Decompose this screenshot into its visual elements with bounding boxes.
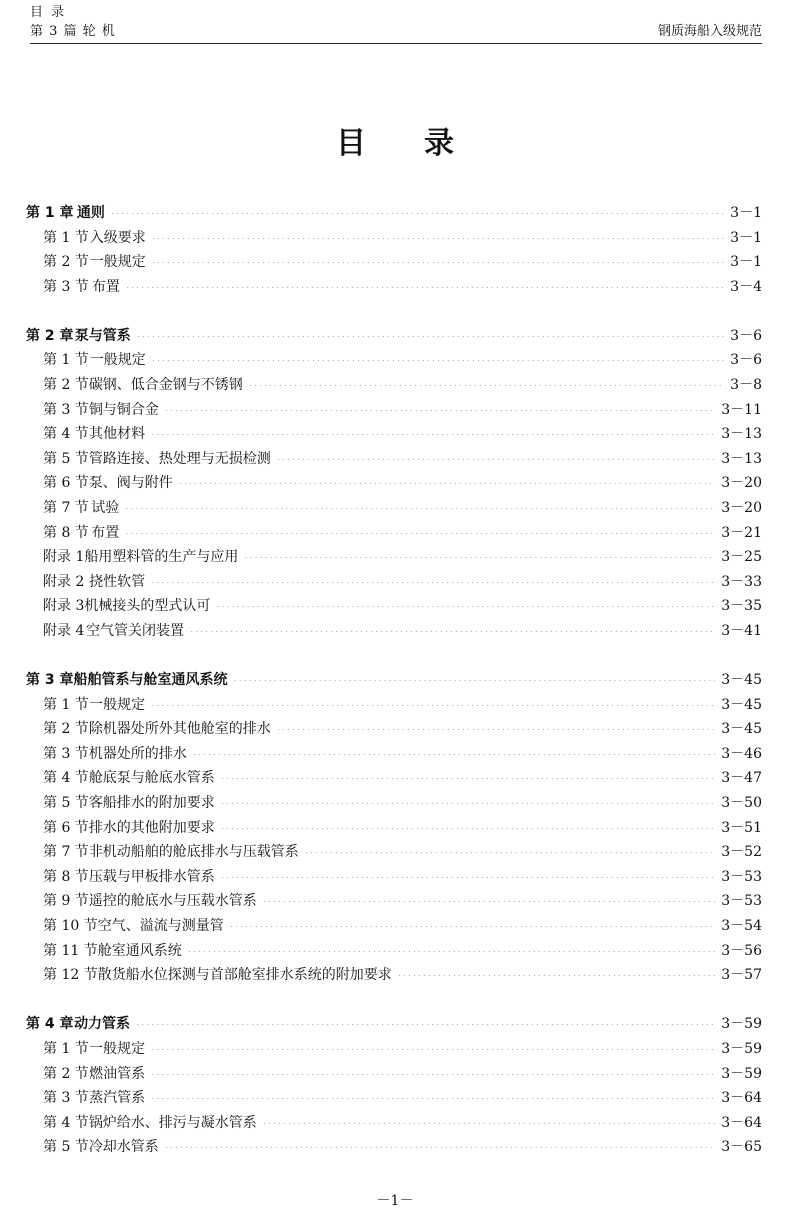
- toc-entry-number: 第 5 节: [43, 795, 89, 812]
- toc-entry-number: 第 2 节: [43, 254, 89, 271]
- toc-section-entry[interactable]: [26, 742, 762, 767]
- page-number: －1－: [376, 1193, 414, 1209]
- toc-section-entry[interactable]: [26, 939, 762, 964]
- toc-entry-page: 3－41: [721, 623, 762, 639]
- toc-section-entry[interactable]: [26, 398, 762, 423]
- toc-dot-leader: [151, 423, 715, 435]
- toc-section-entry[interactable]: [26, 275, 762, 300]
- toc-dot-leader: [277, 718, 715, 730]
- toc-dot-leader: [125, 497, 715, 509]
- page-title-second: 录: [424, 126, 454, 161]
- toc-entry-title: 管路连接、热处理与无损检测: [88, 450, 271, 467]
- toc-entry-number: 附录 4: [43, 623, 85, 639]
- toc-entry-number: 第 2 节: [43, 1065, 89, 1082]
- toc-dot-leader: [216, 595, 715, 607]
- page-title-first: 目: [336, 126, 366, 161]
- toc-entry-title: 布置: [91, 524, 120, 541]
- toc-entry-title: 一般规定: [89, 696, 146, 713]
- toc-entry-number: 第 8 节: [43, 868, 89, 885]
- toc-entry-number: 第 7 节: [43, 500, 89, 517]
- toc-dot-leader: [125, 522, 715, 534]
- toc-entry-number: 第 6 节: [43, 475, 89, 492]
- toc-entry-number: 第 1 节: [43, 229, 89, 246]
- toc-entry-page: 3－53: [721, 893, 762, 910]
- toc-dot-leader: [190, 620, 715, 632]
- toc-entry-title: 挠性软管: [89, 573, 146, 590]
- toc-entry-page: 3－64: [721, 1090, 762, 1107]
- toc-entry-page: 3－1: [730, 254, 762, 271]
- toc-chapter-entry[interactable]: [26, 201, 762, 226]
- toc-entry-title: 散货船水位探测与首部舱室排水系统的附加要求: [97, 967, 392, 984]
- toc-entry-page: 3－8: [730, 377, 762, 394]
- toc-entry-page: 3－54: [721, 918, 762, 935]
- toc-entry-title: 碳钢、低合金钢与不锈钢: [88, 377, 243, 394]
- running-head-left: 第 3 篇 轮 机: [30, 24, 116, 39]
- toc-entry-title: 一般规定: [89, 254, 146, 271]
- toc-chapter-entry[interactable]: [26, 1012, 762, 1037]
- toc-entry-number: 第 2 章: [26, 327, 74, 344]
- toc-dot-leader: [277, 448, 715, 460]
- toc-entry-title: 一般规定: [89, 352, 146, 369]
- toc-entry-title: 泵与管系: [74, 327, 131, 344]
- toc-entry-page: 3－45: [721, 696, 762, 713]
- toc-dot-leader: [221, 767, 715, 779]
- toc-entry-page: 3－46: [721, 745, 762, 762]
- toc-entry-title: 空气管关闭装置: [85, 623, 184, 639]
- toc-section-entry[interactable]: [26, 963, 762, 988]
- toc-entry-title: 压载与甲板排水管系: [88, 868, 215, 885]
- toc-section-entry[interactable]: [26, 422, 762, 447]
- toc-section-entry[interactable]: [26, 570, 762, 595]
- toc-entry-number: 第 2 节: [43, 377, 89, 394]
- toc-entry-title: 入级要求: [89, 229, 146, 246]
- toc-entry-page: 3－4: [730, 278, 762, 295]
- toc-section-entry[interactable]: [26, 1111, 762, 1136]
- toc-dot-leader: [152, 251, 724, 263]
- toc-entry-number: 第 9 节: [43, 893, 89, 910]
- toc-entry-title: 机器处所的排水: [88, 745, 187, 762]
- toc-section-entry[interactable]: [26, 1062, 762, 1087]
- toc-chapter: [26, 1012, 762, 1160]
- toc-entry-title: 非机动船舶的舱底排水与压载管系: [88, 844, 299, 861]
- toc-dot-leader: [126, 276, 724, 288]
- toc-entry-page: 3－59: [721, 1040, 762, 1057]
- toc-entry-number: 附录 1: [43, 549, 85, 566]
- toc-entry-title: 动力管系: [74, 1016, 131, 1033]
- toc-dot-leader: [152, 227, 724, 239]
- toc-entry-title: 铜与铜合金: [88, 401, 159, 418]
- toc-section-entry[interactable]: [26, 693, 762, 718]
- toc-entry-page: 3－52: [721, 844, 762, 861]
- toc-dot-leader: [305, 841, 715, 853]
- toc-entry-number: 第 12 节: [43, 967, 98, 984]
- toc-entry-title: 泵、阀与附件: [88, 475, 173, 492]
- toc-entry-page: 3－51: [721, 819, 762, 836]
- toc-dot-leader: [263, 890, 715, 902]
- toc-dot-leader: [111, 202, 724, 214]
- toc-entry-number: 第 3 节: [43, 1090, 89, 1107]
- toc-dot-leader: [136, 1013, 715, 1025]
- toc-entry-page: 3－65: [721, 1139, 762, 1156]
- toc-entry-title: 布置: [91, 278, 120, 295]
- toc-entry-number: 第 2 节: [43, 721, 89, 738]
- toc-dot-leader: [263, 1112, 715, 1124]
- toc-dot-leader: [230, 915, 716, 927]
- toc-entry-page: 3－13: [721, 426, 762, 443]
- toc-entry-number: 第 4 节: [43, 426, 89, 443]
- toc-chapter-entry[interactable]: [26, 668, 762, 693]
- toc-dot-leader: [152, 349, 724, 361]
- toc-entry-number: 第 4 节: [43, 1114, 89, 1131]
- toc-section-entry[interactable]: [26, 250, 762, 275]
- toc-dot-leader: [221, 866, 715, 878]
- toc-section-entry[interactable]: [26, 1037, 762, 1062]
- toc-dot-leader: [249, 374, 724, 386]
- toc-entry-page: 3－53: [721, 868, 762, 885]
- toc-dot-leader: [193, 743, 715, 755]
- toc-entry-number: 第 5 节: [43, 450, 89, 467]
- toc-entry-number: 第 3 节: [43, 278, 89, 295]
- toc-entry-page: 3－1: [730, 205, 762, 221]
- toc-entry-number: 第 10 节: [43, 918, 98, 935]
- toc-entry-page: 3－35: [721, 598, 762, 615]
- running-head-top: 目 录: [30, 5, 67, 20]
- running-head-row: [30, 22, 762, 44]
- toc-dot-leader: [398, 964, 716, 976]
- toc-entry-number: 第 1 节: [43, 1040, 89, 1057]
- toc-entry-page: 3－6: [730, 352, 762, 369]
- toc-dot-leader: [221, 817, 715, 829]
- table-of-contents: [26, 201, 762, 1184]
- toc-dot-leader: [234, 669, 716, 681]
- running-head: [30, 4, 762, 44]
- toc-entry-title: 空气、溢流与测量管: [97, 918, 224, 935]
- toc-entry-number: 第 5 节: [43, 1139, 89, 1156]
- toc-dot-leader: [179, 472, 715, 484]
- toc-entry-page: 3－6: [730, 327, 762, 344]
- toc-dot-leader: [151, 694, 715, 706]
- toc-entry-number: 第 1 节: [43, 696, 89, 713]
- toc-entry-title: 试验: [91, 500, 120, 517]
- toc-section-entry[interactable]: [26, 1135, 762, 1160]
- toc-entry-page: 3－59: [721, 1016, 762, 1033]
- toc-entry-title: 通则: [76, 205, 105, 221]
- toc-section-entry[interactable]: [26, 226, 762, 251]
- toc-section-entry[interactable]: [26, 545, 762, 570]
- toc-section-entry[interactable]: [26, 373, 762, 398]
- toc-entry-number: 第 3 节: [43, 401, 89, 418]
- toc-dot-leader: [137, 325, 724, 337]
- toc-section-entry[interactable]: [26, 816, 762, 841]
- toc-entry-page: 3－20: [721, 500, 762, 517]
- toc-entry-title: 排水的其他附加要求: [88, 819, 215, 836]
- toc-dot-leader: [165, 399, 715, 411]
- toc-section-entry[interactable]: [26, 889, 762, 914]
- toc-section-entry[interactable]: [26, 594, 762, 619]
- toc-entry-number: 附录 3: [43, 598, 85, 615]
- toc-dot-leader: [165, 1136, 715, 1148]
- toc-entry-title: 其他材料: [89, 426, 146, 443]
- toc-entry-title: 船舶管系与舱室通风系统: [73, 672, 228, 689]
- toc-entry-page: 3－25: [721, 549, 762, 566]
- toc-dot-leader: [151, 1063, 715, 1075]
- toc-entry-number: 第 6 节: [43, 819, 89, 836]
- toc-section-entry[interactable]: [26, 717, 762, 742]
- toc-dot-leader: [244, 546, 715, 558]
- toc-dot-leader: [151, 1087, 715, 1099]
- toc-section-entry[interactable]: [26, 471, 762, 496]
- toc-entry-title: 遥控的舱底水与压载水管系: [88, 893, 257, 910]
- toc-chapter: [26, 324, 762, 644]
- toc-section-entry[interactable]: [26, 914, 762, 939]
- toc-chapter-entry[interactable]: [26, 324, 762, 349]
- toc-entry-page: 3－11: [721, 401, 762, 418]
- toc-section-entry[interactable]: [26, 865, 762, 890]
- toc-entry-title: 舱室通风系统: [97, 942, 182, 959]
- toc-entry-title: 舱底泵与舱底水管系: [88, 770, 215, 787]
- toc-chapter: [26, 668, 762, 988]
- toc-entry-number: 第 7 节: [43, 844, 89, 861]
- toc-entry-page: 3－50: [721, 795, 762, 812]
- toc-entry-title: 船用塑料管的生产与应用: [84, 549, 239, 566]
- toc-entry-page: 3－45: [721, 721, 762, 738]
- toc-entry-page: 3－57: [721, 967, 762, 984]
- page-title: [0, 118, 790, 162]
- toc-entry-page: 3－13: [721, 450, 762, 467]
- toc-entry-title: 机械接头的型式认可: [84, 598, 211, 615]
- toc-entry-number: 第 3 章: [26, 672, 74, 689]
- toc-section-entry[interactable]: [26, 447, 762, 472]
- toc-entry-title: 除机器处所外其他舱室的排水: [88, 721, 271, 738]
- toc-entry-page: 3－21: [721, 524, 762, 541]
- toc-entry-number: 第 11 节: [43, 942, 98, 959]
- toc-entry-title: 燃油管系: [89, 1065, 146, 1082]
- toc-section-entry[interactable]: [26, 766, 762, 791]
- toc-section-entry[interactable]: [26, 1086, 762, 1111]
- toc-entry-title: 客船排水的附加要求: [88, 795, 215, 812]
- toc-entry-title: 锅炉给水、排污与凝水管系: [88, 1114, 257, 1131]
- toc-entry-number: 第 4 章: [26, 1016, 74, 1033]
- toc-section-entry[interactable]: [26, 521, 762, 546]
- toc-chapter: [26, 201, 762, 299]
- toc-entry-number: 附录 2: [43, 573, 85, 590]
- toc-section-entry[interactable]: [26, 619, 762, 644]
- toc-entry-page: 3－33: [721, 573, 762, 590]
- toc-entry-number: 第 1 章: [26, 205, 74, 221]
- toc-entry-number: 第 1 节: [43, 352, 89, 369]
- toc-section-entry[interactable]: [26, 840, 762, 865]
- toc-section-entry[interactable]: [26, 348, 762, 373]
- toc-dot-leader: [151, 571, 715, 583]
- toc-dot-leader: [188, 940, 716, 952]
- toc-section-entry[interactable]: [26, 791, 762, 816]
- toc-entry-number: 第 3 节: [43, 745, 89, 762]
- toc-entry-title: 蒸汽管系: [89, 1090, 146, 1107]
- toc-entry-page: 3－45: [721, 672, 762, 689]
- toc-dot-leader: [221, 792, 715, 804]
- toc-dot-leader: [151, 1038, 715, 1050]
- toc-entry-title: 冷却水管系: [88, 1139, 159, 1156]
- toc-entry-page: 3－59: [721, 1065, 762, 1082]
- toc-entry-page: 3－47: [721, 770, 762, 787]
- toc-entry-number: 第 4 节: [43, 770, 89, 787]
- toc-section-entry[interactable]: [26, 496, 762, 521]
- toc-entry-page: 3－64: [721, 1114, 762, 1131]
- toc-entry-number: 第 8 节: [43, 524, 89, 541]
- toc-entry-page: 3－1: [730, 229, 762, 246]
- toc-entry-page: 3－56: [721, 942, 762, 959]
- running-head-right: 钢质海船入级规范: [657, 24, 762, 39]
- toc-entry-title: 一般规定: [89, 1040, 146, 1057]
- toc-entry-page: 3－20: [721, 475, 762, 492]
